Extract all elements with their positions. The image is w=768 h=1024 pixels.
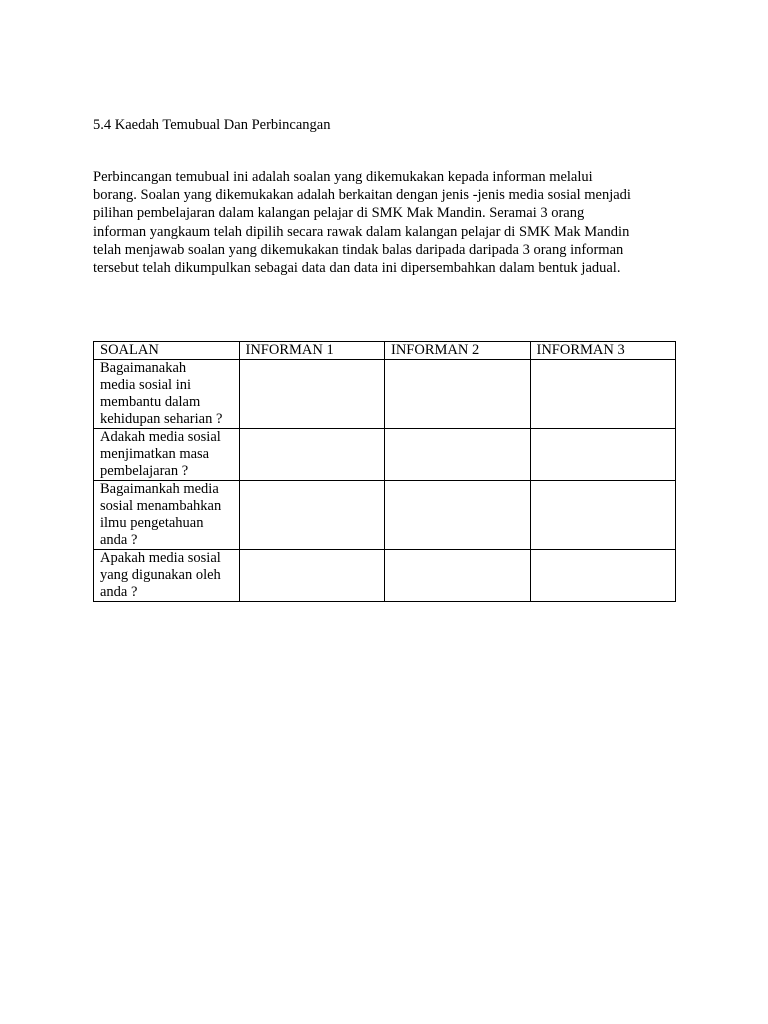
- question-line: sosial menambahkan: [100, 498, 222, 514]
- answer-cell-informan-1: [239, 360, 385, 429]
- question-line: Bagaimanakah: [100, 360, 187, 376]
- answer-cell-informan-1: [239, 481, 385, 550]
- table-header-row: [94, 342, 676, 360]
- paragraph-line: telah menjawab soalan yang dikemukakan tindak balas daripada daripada 3 orang informan: [93, 241, 624, 258]
- answer-cell-informan-1: [239, 550, 385, 602]
- interview-table: [93, 341, 676, 602]
- question-line: pembelajaran ?: [100, 463, 189, 479]
- table-row: [94, 429, 676, 481]
- header-informan-1: INFORMAN 1: [239, 342, 385, 360]
- answer-cell-informan-2: [385, 429, 531, 481]
- question-cell: [94, 360, 240, 429]
- answer-cell-informan-2: [385, 550, 531, 602]
- question-line: yang digunakan oleh: [100, 567, 221, 583]
- answer-cell-informan-2: [385, 360, 531, 429]
- question-line: kehidupan seharian ?: [100, 411, 223, 427]
- question-cell: [94, 481, 240, 550]
- question-line: membantu dalam: [100, 394, 201, 410]
- question-cell: [94, 429, 240, 481]
- header-informan-2: INFORMAN 2: [385, 342, 531, 360]
- section-heading: 5.4 Kaedah Temubual Dan Perbincangan: [93, 117, 331, 133]
- question-line: menjimatkan masa: [100, 446, 210, 462]
- table-row: [94, 481, 676, 550]
- header-soalan: SOALAN: [94, 342, 240, 360]
- question-line: ilmu pengetahuan: [100, 515, 204, 531]
- answer-cell-informan-3: [530, 360, 676, 429]
- question-line: media sosial ini: [100, 377, 192, 393]
- question-line: Adakah media sosial: [100, 429, 221, 445]
- question-line: Apakah media sosial: [100, 550, 221, 566]
- table-row: [94, 360, 676, 429]
- question-line: anda ?: [100, 532, 138, 548]
- answer-cell-informan-3: [530, 429, 676, 481]
- intro-paragraph: [93, 168, 693, 277]
- paragraph-line: pilihan pembelajaran dalam kalangan pelajar di SMK Mak Mandin. Seramai 3 orang: [93, 205, 585, 222]
- paragraph-line: Perbincangan temubual ini adalah soalan yang dikemukakan kepada informan melalui: [93, 169, 593, 185]
- paragraph-line: tersebut telah dikumpulkan sebagai data dan data ini dipersembahkan dalam bentuk jadual.: [93, 260, 621, 277]
- paragraph-line: informan yangkaum telah dipilih secara rawak dalam kalangan pelajar di SMK Mak Mandin: [93, 223, 630, 240]
- answer-cell-informan-3: [530, 481, 676, 550]
- header-informan-3: INFORMAN 3: [530, 342, 676, 360]
- paragraph-line: borang. Soalan yang dikemukakan adalah berkaitan dengan jenis -jenis media sosial menjadi: [93, 187, 631, 204]
- answer-cell-informan-2: [385, 481, 531, 550]
- question-cell: [94, 550, 240, 602]
- answer-cell-informan-1: [239, 429, 385, 481]
- table-row: [94, 550, 676, 602]
- question-line: anda ?: [100, 584, 138, 600]
- answer-cell-informan-3: [530, 550, 676, 602]
- question-line: Bagaimankah media: [100, 481, 219, 497]
